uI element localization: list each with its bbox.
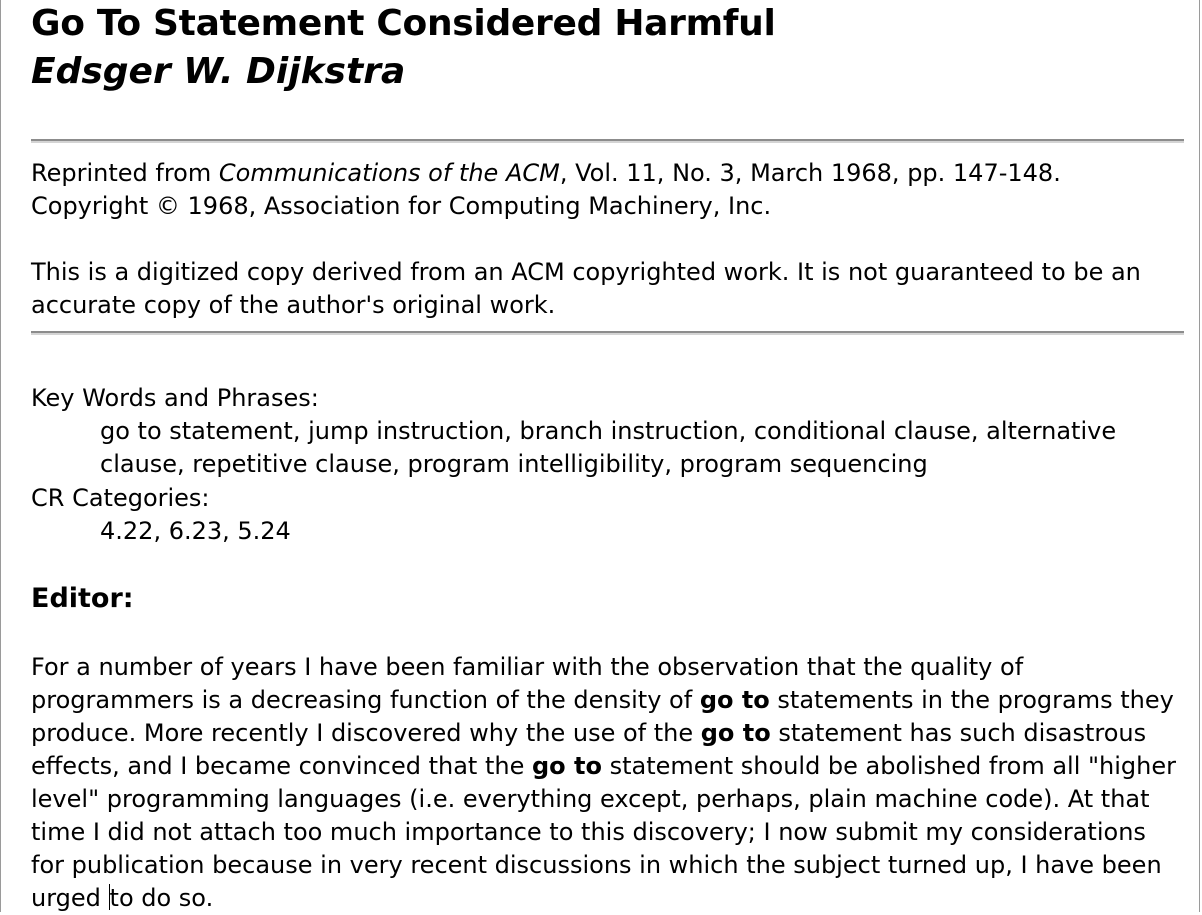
body-line-8 [31, 882, 1176, 915]
body-line-5: level" programming languages (i.e. everything except, perhaps, plain machine code). At that [31, 785, 1150, 813]
reprint-notice [31, 157, 1061, 223]
notice-line-2: accurate copy of the author's original work. [31, 291, 556, 319]
digitized-notice [31, 256, 1141, 322]
body-line-3-end: statement has such disastrous [770, 719, 1147, 747]
body-line-3-start: produce. More recently I discovered why the use of the [31, 719, 701, 747]
cr-categories-values: 4.22, 6.23, 5.24 [100, 517, 291, 545]
goto-keyword: go to [700, 719, 771, 747]
horizontal-rule-top [31, 139, 1184, 143]
goto-keyword: go to [531, 752, 602, 780]
body-line-3 [31, 717, 1176, 750]
keywords-label: Key Words and Phrases: [31, 384, 319, 412]
keywords-values [100, 415, 1116, 481]
body-line-4 [31, 750, 1176, 783]
body-line-2-start: programmers is a decreasing function of the density of [31, 686, 700, 714]
body-line-7: for publication because in very recent discussions in which the subject turned up, I have been [31, 851, 1162, 879]
body-line-8-end: to do so. [109, 884, 214, 912]
body-line-6: time I did not attach too much importance to this discovery; I now submit my considerations [31, 818, 1146, 846]
body-line-1: For a number of years I have been familiar with the observation that the quality of [31, 653, 1024, 681]
keywords-line-2: clause, repetitive clause, program intelligibility, program sequencing [100, 450, 928, 478]
body-line-4-start: effects, and I became convinced that the [31, 752, 532, 780]
journal-name: Communications of the ACM [218, 159, 560, 187]
keywords-line-1: go to statement, jump instruction, branch instruction, conditional clause, alternative [100, 417, 1117, 445]
editor-heading: Editor: [31, 583, 134, 614]
body-line-4-end: statement should be abolished from all "higher [601, 752, 1177, 780]
horizontal-rule-bottom [31, 331, 1184, 335]
body-line-2-end: statements in the programs they [769, 686, 1174, 714]
goto-keyword: go to [699, 686, 770, 714]
reprint-prefix: Reprinted from [31, 159, 219, 187]
cr-categories-label: CR Categories: [31, 484, 210, 512]
notice-line-1: This is a digitized copy derived from an ACM copyrighted work. It is not guaranteed to be an [31, 258, 1141, 286]
reprint-line [31, 157, 1061, 190]
page-title: Go To Statement Considered Harmful [31, 3, 776, 44]
body-line-2 [31, 684, 1176, 717]
author-name: Edsger W. Dijkstra [31, 51, 406, 92]
reprint-suffix: , Vol. 11, No. 3, March 1968, pp. 147-148. [559, 159, 1061, 187]
body-line-8-start: urged [31, 884, 101, 912]
copyright-line: Copyright © 1968, Association for Computing Machinery, Inc. [31, 192, 772, 220]
body-paragraph [31, 651, 1176, 915]
